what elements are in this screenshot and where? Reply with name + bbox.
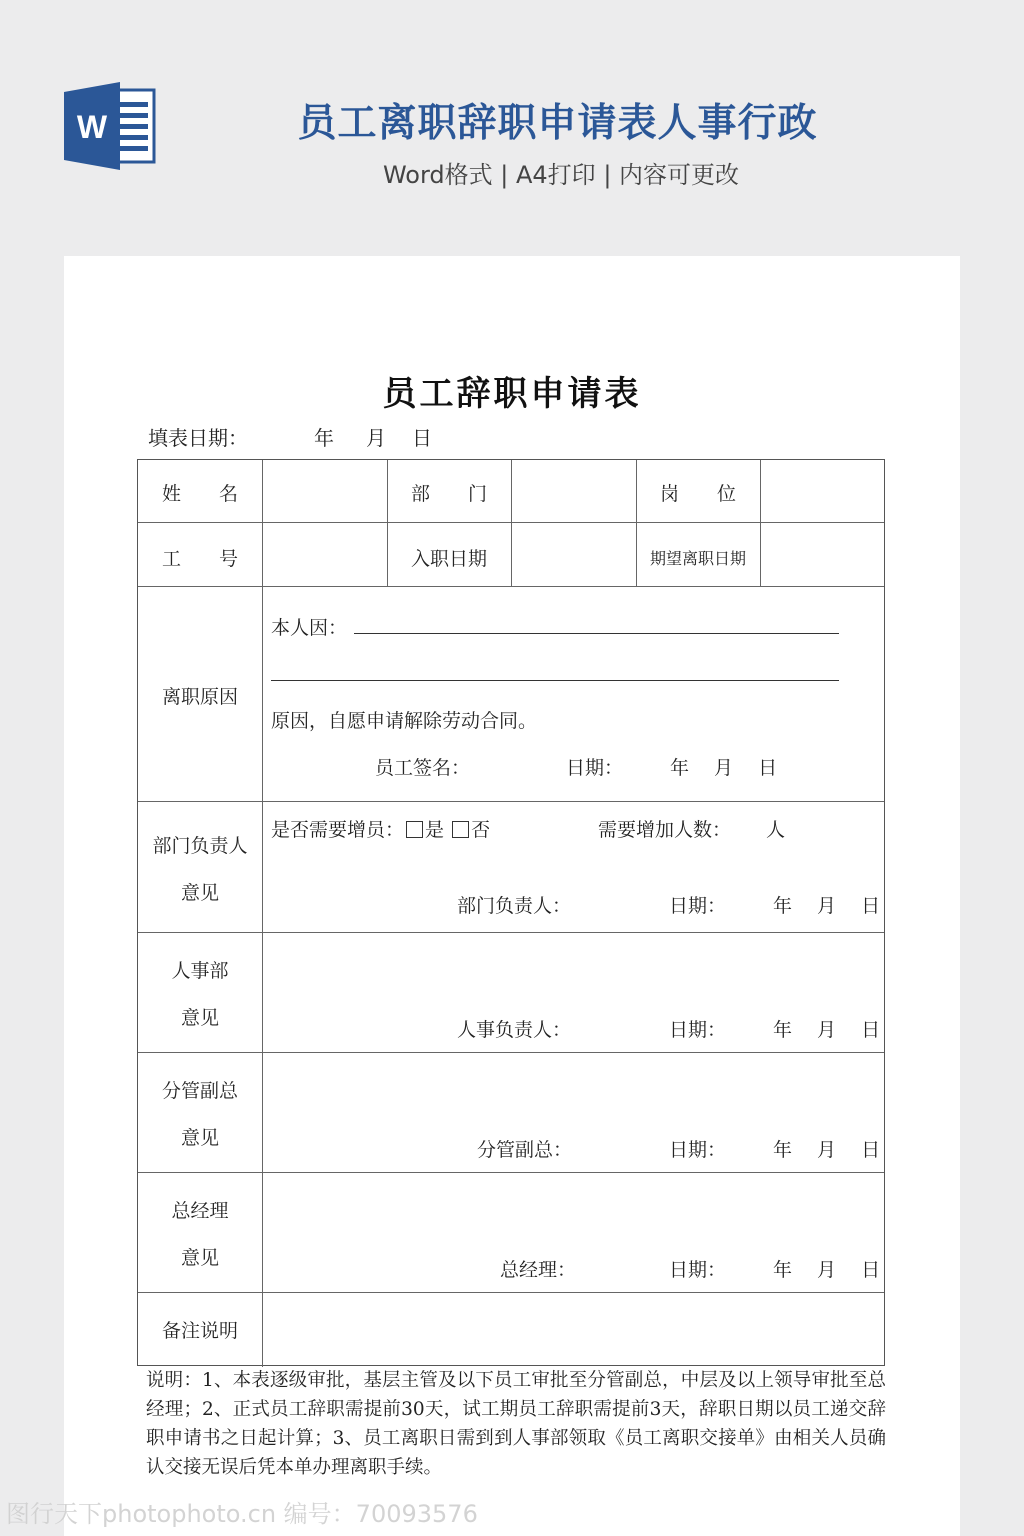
person-unit-label: 人 xyxy=(766,819,786,841)
entry-date-label: 入职日期 xyxy=(410,548,487,570)
document-title: 员工辞职申请表 xyxy=(382,374,642,414)
remarks-field[interactable] xyxy=(263,1294,883,1364)
hr-date-label: 日期： xyxy=(669,1019,727,1041)
instructions-note: 说明：1、本表逐级审批，基层主管及以下员工审批至分管副总，中层及以上领导审批至总经理；2、正式员工辞职需提前30天，试工期员工辞职需提前3天，辞职日期以员工递交辞职申请书之日起计算；3、员工离职日需到到人事部领取《员工离职交接单》由相关人员确认交接无误后凭本单办理离职手续。 xyxy=(146,1370,886,1478)
reason-statement: 原因，自愿申请解除劳动合同。 xyxy=(271,710,538,732)
department-label: 部 门 xyxy=(410,483,487,505)
employee-id-label: 工 号 xyxy=(161,548,238,570)
month-label: 月 xyxy=(366,426,386,450)
employee-id-field[interactable] xyxy=(263,524,386,584)
dept-head-date-label: 日期： xyxy=(669,895,727,917)
document-page xyxy=(64,256,960,1536)
expected-leave-date-label: 期望离职日期 xyxy=(649,549,746,568)
no-checkbox[interactable] xyxy=(452,821,469,838)
dept-head-label-2: 意见 xyxy=(180,882,219,904)
fill-date-label: 填表日期： xyxy=(148,426,248,450)
gm-label-2: 意见 xyxy=(180,1247,219,1269)
dept-head-date-ymd: 年 月 日 xyxy=(773,895,881,917)
vp-date-label: 日期： xyxy=(669,1139,727,1161)
expected-leave-date-field[interactable] xyxy=(761,524,884,584)
gm-signer-label: 总经理： xyxy=(500,1259,577,1281)
hr-label: 人事部 xyxy=(171,960,229,982)
need-staff-question xyxy=(271,815,490,842)
name-field[interactable] xyxy=(263,462,386,520)
year-label: 年 xyxy=(314,426,334,450)
reason-because-label: 本人因： xyxy=(271,617,348,639)
vp-signer-label: 分管副总： xyxy=(477,1139,573,1161)
vp-label: 分管副总 xyxy=(161,1080,238,1102)
gm-date-label: 日期： xyxy=(669,1259,727,1281)
name-label: 姓 名 xyxy=(161,483,238,505)
entry-date-field[interactable] xyxy=(512,524,635,584)
gm-date-ymd: 年 月 日 xyxy=(773,1259,881,1281)
hr-date-ymd: 年 月 日 xyxy=(773,1019,881,1041)
reason-label: 离职原因 xyxy=(161,686,238,708)
vp-label-2: 意见 xyxy=(180,1127,219,1149)
page-title: 员工离职辞职申请表人事行政 xyxy=(297,101,818,146)
reason-line-2[interactable] xyxy=(271,680,839,681)
need-staff-label: 是否需要增员： xyxy=(271,819,405,841)
resignation-form-table xyxy=(137,459,885,1366)
page-subtitle: Word格式 | A4打印 | 内容可更改 xyxy=(382,161,740,189)
employee-sign-label: 员工签名： xyxy=(375,757,471,779)
no-label: 否 xyxy=(471,819,491,841)
yes-checkbox[interactable] xyxy=(406,821,423,838)
reason-line-1[interactable] xyxy=(354,633,839,634)
department-field[interactable] xyxy=(512,462,635,520)
vp-date-ymd: 年 月 日 xyxy=(773,1139,881,1161)
watermark: 图行天下photophoto.cn 编号：70093576 xyxy=(6,1500,478,1528)
svg-text:W: W xyxy=(76,109,108,145)
hr-label-2: 意见 xyxy=(180,1007,219,1029)
yes-label: 是 xyxy=(425,819,445,841)
remarks-label: 备注说明 xyxy=(161,1320,238,1342)
staff-count-label: 需要增加人数： xyxy=(598,819,732,841)
reason-date-label: 日期： xyxy=(566,757,624,779)
dept-head-label: 部门负责人 xyxy=(152,835,248,857)
day-label: 日 xyxy=(412,426,432,450)
position-field[interactable] xyxy=(761,462,884,520)
fill-date-line xyxy=(148,422,432,451)
gm-label: 总经理 xyxy=(171,1200,229,1222)
position-label: 岗 位 xyxy=(659,483,736,505)
dept-head-signer-label: 部门负责人： xyxy=(457,895,572,917)
hr-signer-label: 人事负责人： xyxy=(457,1019,572,1041)
reason-date-ymd: 年 月 日 xyxy=(670,757,778,779)
